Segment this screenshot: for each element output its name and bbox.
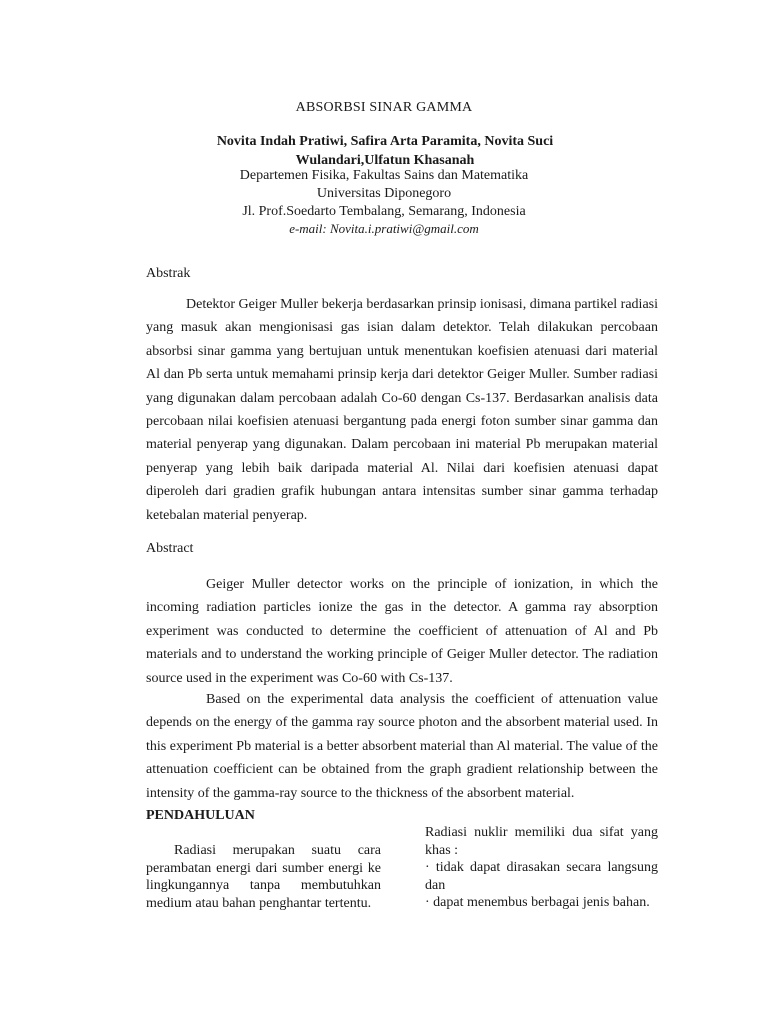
pendahuluan-right-intro: Radiasi nuklir memiliki dua sifat yang khas :: [425, 825, 658, 858]
author-email: [0, 221, 768, 237]
pendahuluan-right-item-1: · tidak dapat dirasakan secara langsung dan: [425, 860, 658, 893]
affiliation-university: Universitas Diponegoro: [316, 186, 452, 201]
affiliation-address: Jl. Prof.Soedarto Tembalang, Semarang, Indonesia: [242, 204, 526, 219]
abstract-paragraph-1: Geiger Muller detector works on the principle of ionization, in which the incoming radiation particles ionize the gas in the detector. A gamma ray absorption experiment was conducted to determine the coefficient of attenuation of Al and Pb materials and to understand the working principle of Geiger Muller detector. The radiation source used in the experiment was Co-60 with Cs-137.: [146, 577, 658, 686]
pendahuluan-left-paragraph: Radiasi merupakan suatu cara perambatan energi dari sumber energi ke lingkungannya tanpa membutuhkan medium atau bahan penghantar tertentu.: [146, 843, 381, 911]
pendahuluan-heading: PENDAHULUAN: [146, 808, 255, 823]
pendahuluan-right-item-2: · dapat menembus berbagai jenis bahan.: [425, 895, 650, 910]
email-label: e-mail: [289, 221, 323, 236]
affiliation-department: Departemen Fisika, Fakultas Sains dan Matematika: [239, 168, 529, 183]
abstract-heading: Abstract: [146, 541, 194, 556]
abstrak-paragraph: Detektor Geiger Muller bekerja berdasarkan prinsip ionisasi, dimana partikel radiasi yang masuk akan mengionisasi gas isian dalam detektor. Telah dilakukan percobaan absorbsi sinar gamma yang bertujuan untuk menentukan koefisien atenuasi dari material Al dan Pb serta untuk memahami prinsip kerja dari detektor Geiger Muller. Sumber radiasi yang digunakan dalam percobaan adalah Co-60 dengan Cs-137. Berdasarkan analisis data percobaan nilai koefisien atenuasi bergantung pada energi foton sumber sinar gamma dan material penyerap yang digunakan. Dalam percobaan ini material Pb merupakan material penyerap yang lebih baik daripada material Al. Nilai dari koefisien atenuasi dapat diperoleh dari gradien grafik hubungan antara intensitas sumber sinar gamma terhadap ketebalan material penyerap.: [146, 297, 658, 523]
paper-title: ABSORBSI SINAR GAMMA: [295, 100, 473, 115]
abstrak-heading: Abstrak: [146, 266, 191, 281]
pendahuluan-right-column: [425, 824, 658, 912]
abstract-paragraph-2: Based on the experimental data analysis the coefficient of attenuation value depends on the energy of the gamma ray source photon and the absorbent material used. In this experiment Pb material is a better absorbent material than Al material. The value of the attenuation coefficient can be obtained from the graph gradient relationship between the intensity of the gamma-ray source to the thickness of the absorbent material.: [146, 692, 658, 801]
author-list: Novita Indah Pratiwi, Safira Arta Paramita, Novita Suci Wulandari,Ulfatun Khasanah: [216, 134, 554, 168]
email-address: : Novita.i.pratiwi@gmail.com: [322, 221, 479, 236]
